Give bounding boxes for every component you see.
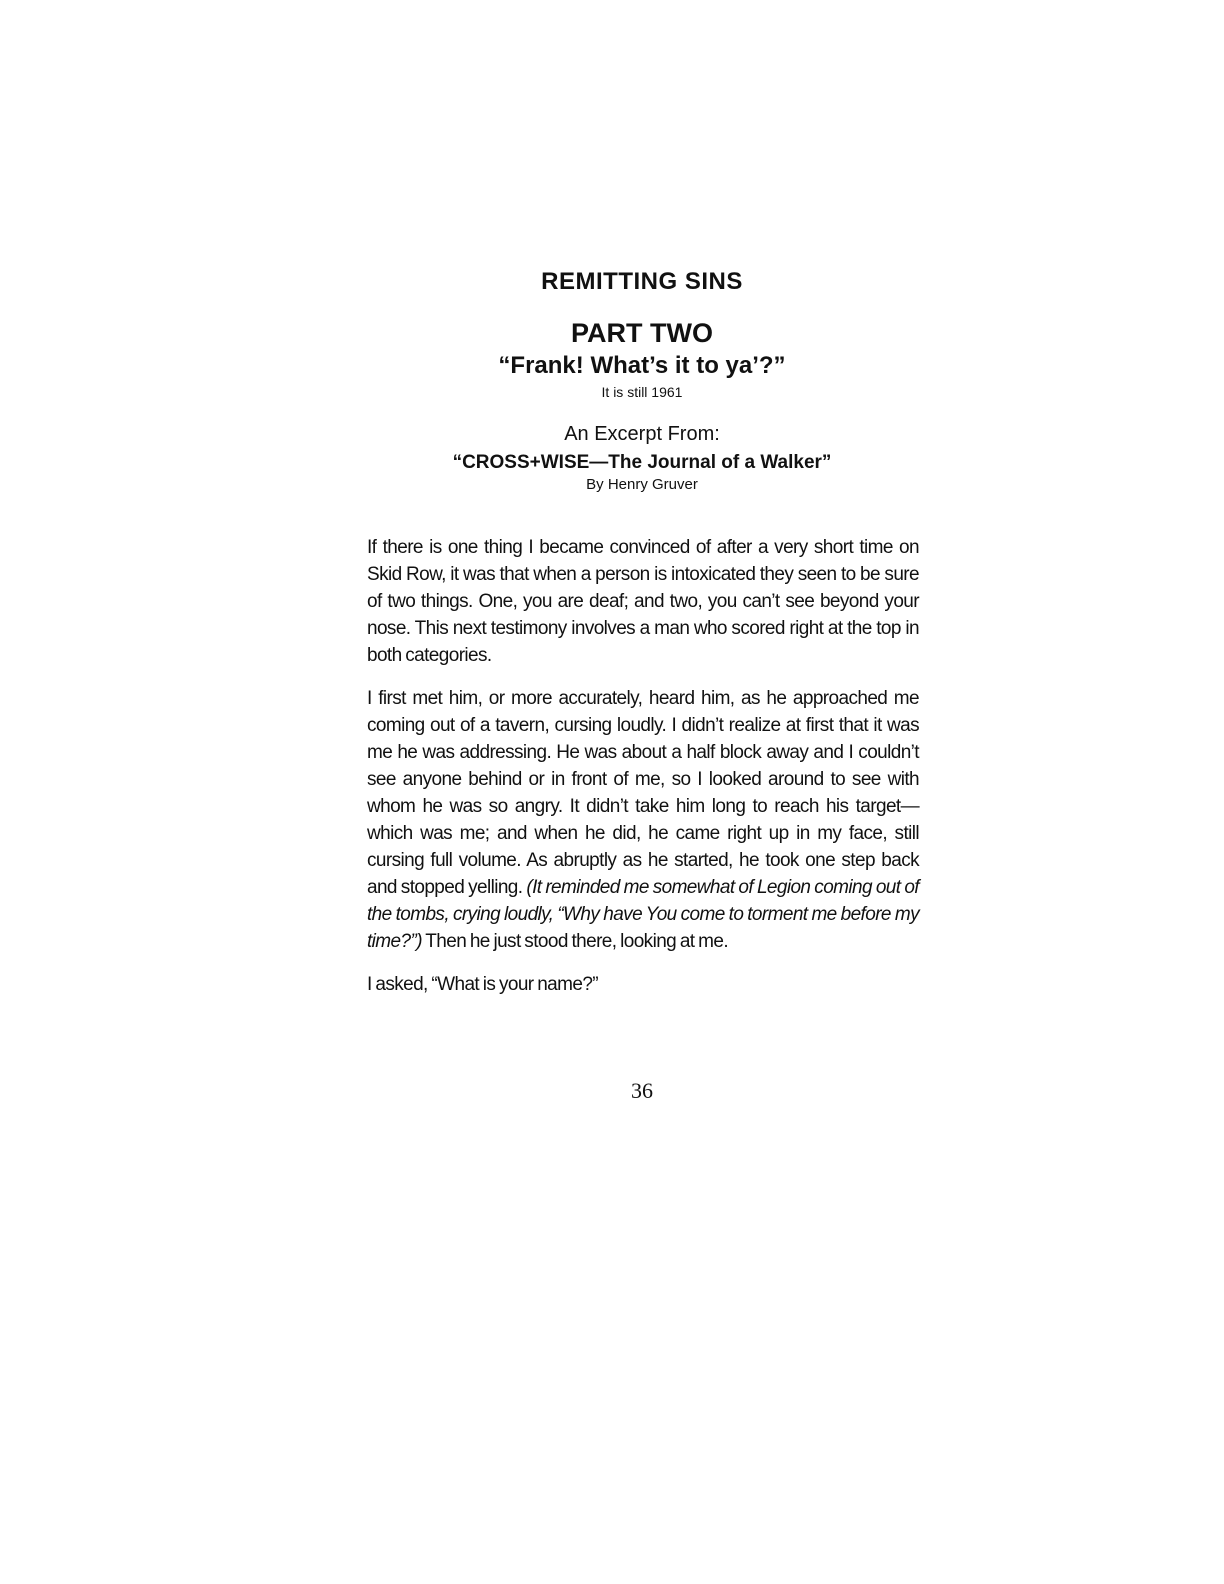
paragraph-2-italic-aside: (It reminded me somewhat of Legion coming out of the tombs, crying loudly, “Why have You come to torment me before my time?”) xyxy=(367,877,919,952)
author-byline: By Henry Gruver xyxy=(586,476,698,493)
excerpt-label: An Excerpt From: xyxy=(564,423,720,445)
section-title: REMITTING SINS xyxy=(541,268,743,295)
page-number: 36 xyxy=(631,1078,653,1103)
book-title: “CROSS+WISE—The Journal of a Walker” xyxy=(452,452,832,473)
paragraph-2-end: Then he just stood there, looking at me. xyxy=(421,931,729,952)
date-note: It is still 1961 xyxy=(601,384,683,400)
part-title: PART TWO xyxy=(571,318,713,348)
paragraph-1: If there is one thing I became convinced of after a very short time on Skid Row, it was that when a person is intoxicated they seen to be sure of two things. One, you are deaf; and two, you can’t see beyond your nose. This next testimony involves a man who scored right at the top in both categories. xyxy=(367,537,919,666)
paragraph-2-main: I first met him, or more accurately, heard him, as he approached me coming out of a tavern, cursing loudly. I didn’t realize at first that it was me he was addressing. He was about a half block away and I couldn’t see anyone behind or in front of me, so I looked around to see with whom he was so angry. It didn’t take him long to reach his target—which was me; and when he did, he came right up in my face, still cursing full volume. As abruptly as he started, he took one step back and stopped yelling. xyxy=(367,688,919,898)
chapter-subtitle: “Frank! What’s it to ya’?” xyxy=(498,352,786,379)
body-text xyxy=(367,534,919,1014)
paragraph-3: I asked, “What is your name?” xyxy=(367,974,599,995)
paragraph-2 xyxy=(367,685,919,955)
